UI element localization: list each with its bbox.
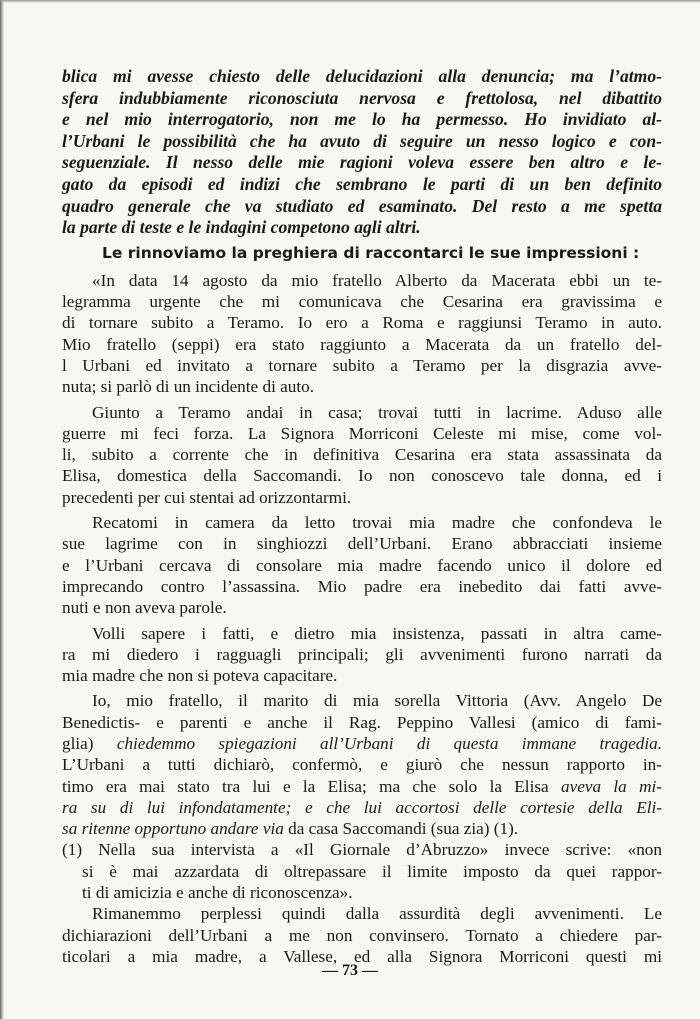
text-line: Elisa, domestica della Saccomandi. Io non conoscevo tale donna, ed i: [62, 466, 662, 486]
italic-segment: aveva la mi-: [560, 776, 662, 796]
italic-segment: sa ritenne opportuno andare via: [62, 819, 284, 839]
text-line: ra mi diedero i ragguagli principali; gli avvenimenti furono narrati da: [62, 644, 662, 664]
italic-segment: ra su di lui infondatamente; e che lui accortosi delle cortesie della Eli-: [62, 797, 662, 817]
paragraph-bedroom: [62, 512, 662, 618]
text-line: seguenziale. Il nesso delle mie ragioni voleva essere ben altro e le-: [62, 152, 662, 173]
text-line: l Urbani ed invitato a tornare subito a Teramo per la disgrazia avve-: [62, 355, 662, 375]
footnote: [62, 839, 662, 903]
footnote-line: si è mai azzardata di oltrepassare il limite imposto da quei rappor-: [82, 861, 662, 881]
text-line: li, subito a corrente che in definitiva Cesarina era stata assassinata da: [62, 445, 662, 465]
intro-paragraph: [62, 66, 662, 239]
text-line: Mio fratello (seppi) era stato raggiunto a Macerata da un fratello del-: [62, 334, 662, 354]
text-line: blica mi avesse chiesto delle delucidazioni alla denuncia; ma l’atmo-: [62, 66, 662, 86]
text-line: legramma urgente che mi comunicava che Cesarina era gravissima e: [62, 292, 662, 312]
text-line: quadro generale che va studiato ed esaminato. Del resto a me spetta: [62, 195, 662, 216]
paragraph-arrival: [62, 402, 662, 508]
paragraph-telegram: [62, 270, 662, 398]
page-edge-shadow: [0, 0, 4, 1019]
text-line: Giunto a Teramo andai in casa; trovai tutti in lacrime. Aduso alle: [92, 402, 662, 422]
text-line: e l’Urbani cercava di consolare mia madre facendo unico il dolore ed: [62, 555, 662, 575]
text-line: [62, 733, 662, 754]
text-line: gato da episodi ed indizi che sembrano le parti di un ben definito: [62, 173, 662, 194]
text-line: L’Urbani a tutti dichiarò, confermò, e giurò che nessun rapporto in-: [62, 755, 662, 775]
text-line: dichiarazioni dell’Urbani a me non convinsero. Tornato a chiedere par-: [62, 925, 662, 945]
text-line: sfera indubbiamente riconosciuta nervosa e frettolosa, nel dibattito: [62, 87, 662, 108]
text-line: Rimanemmo perplessi quindi dalla assurdità degli avvenimenti. Le: [92, 904, 662, 924]
text-line: Benedictis- e parenti e anche il Rag. Peppino Vallesi (amico di fami-: [62, 712, 662, 732]
text-line: e nel mio interrogatorio, non me lo ha permesso. Ho invidiato al-: [62, 109, 662, 130]
text-segment: glia): [62, 733, 117, 753]
text-segment: timo era mai stato tra lui e la Elisa; ma che solo la Elisa: [62, 776, 561, 796]
paragraph-perplexed: [62, 903, 662, 967]
interview-question: Le rinnoviamo la preghiera di raccontarci le sue impressioni :: [102, 243, 640, 262]
text-line: [62, 776, 662, 797]
text-line: sue lagrime con in singhiozzi dell’Urbani. Erano abbracciati insieme: [62, 534, 662, 554]
text-line: mia madre che non si poteva capacitare.: [62, 666, 338, 686]
text-line: guerre mi feci forza. La Signora Morriconi Celeste mi mise, come vol-: [62, 423, 662, 443]
text-line: [62, 797, 662, 818]
paragraph-facts: [62, 623, 662, 687]
text-line: precedenti per cui stentai ad orizzontarmi.: [62, 487, 352, 507]
page-top-shadow: [0, 0, 700, 3]
text-line: [62, 818, 662, 839]
text-line: «In data 14 agosto da mio fratello Alberto da Macerata ebbi un te-: [92, 270, 662, 290]
footnote-line: ti di amicizia e anche di riconoscenza».: [82, 883, 353, 903]
footnote-line: (1) Nella sua intervista a «Il Giornale d’Abruzzo» invece scrive: «non: [62, 840, 662, 860]
text-line: l’Urbani le possibilità che ha avuto di seguire un nesso logico e con-: [62, 130, 662, 151]
text-line: Volli sapere i fatti, e dietro mia insistenza, passati in altra came-: [92, 623, 662, 643]
page-number: — 73 —: [322, 962, 378, 979]
text-segment: da casa Saccomandi (sua zia) (1).: [283, 819, 519, 839]
text-line: nuti e non aveva parole.: [62, 598, 227, 618]
paragraph-witnesses: [62, 690, 662, 839]
text-line: imprecando contro l’assassina. Mio padre era inebedito dai fatti avve-: [62, 576, 662, 596]
text-line: ticolari a mia madre, a Vallese, ed alla Signora Morriconi questi mi: [62, 946, 662, 966]
text-line: di tornare subito a Teramo. Io ero a Roma e raggiunsi Teramo in auto.: [62, 313, 662, 333]
italic-segment: chiedemmo spiegazioni all’Urbani di questa immane tragedia.: [116, 733, 662, 753]
page-body: [62, 66, 662, 967]
text-line: Io, mio fratello, il marito di mia sorella Vittoria (Avv. Angelo De: [92, 691, 662, 711]
text-line: la parte di teste e le indagini competono agli altri.: [62, 217, 421, 238]
text-line: nuta; si parlò di un incidente di auto.: [62, 377, 315, 397]
text-line: Recatomi in camera da letto trovai mia madre che confondeva le: [92, 513, 662, 533]
